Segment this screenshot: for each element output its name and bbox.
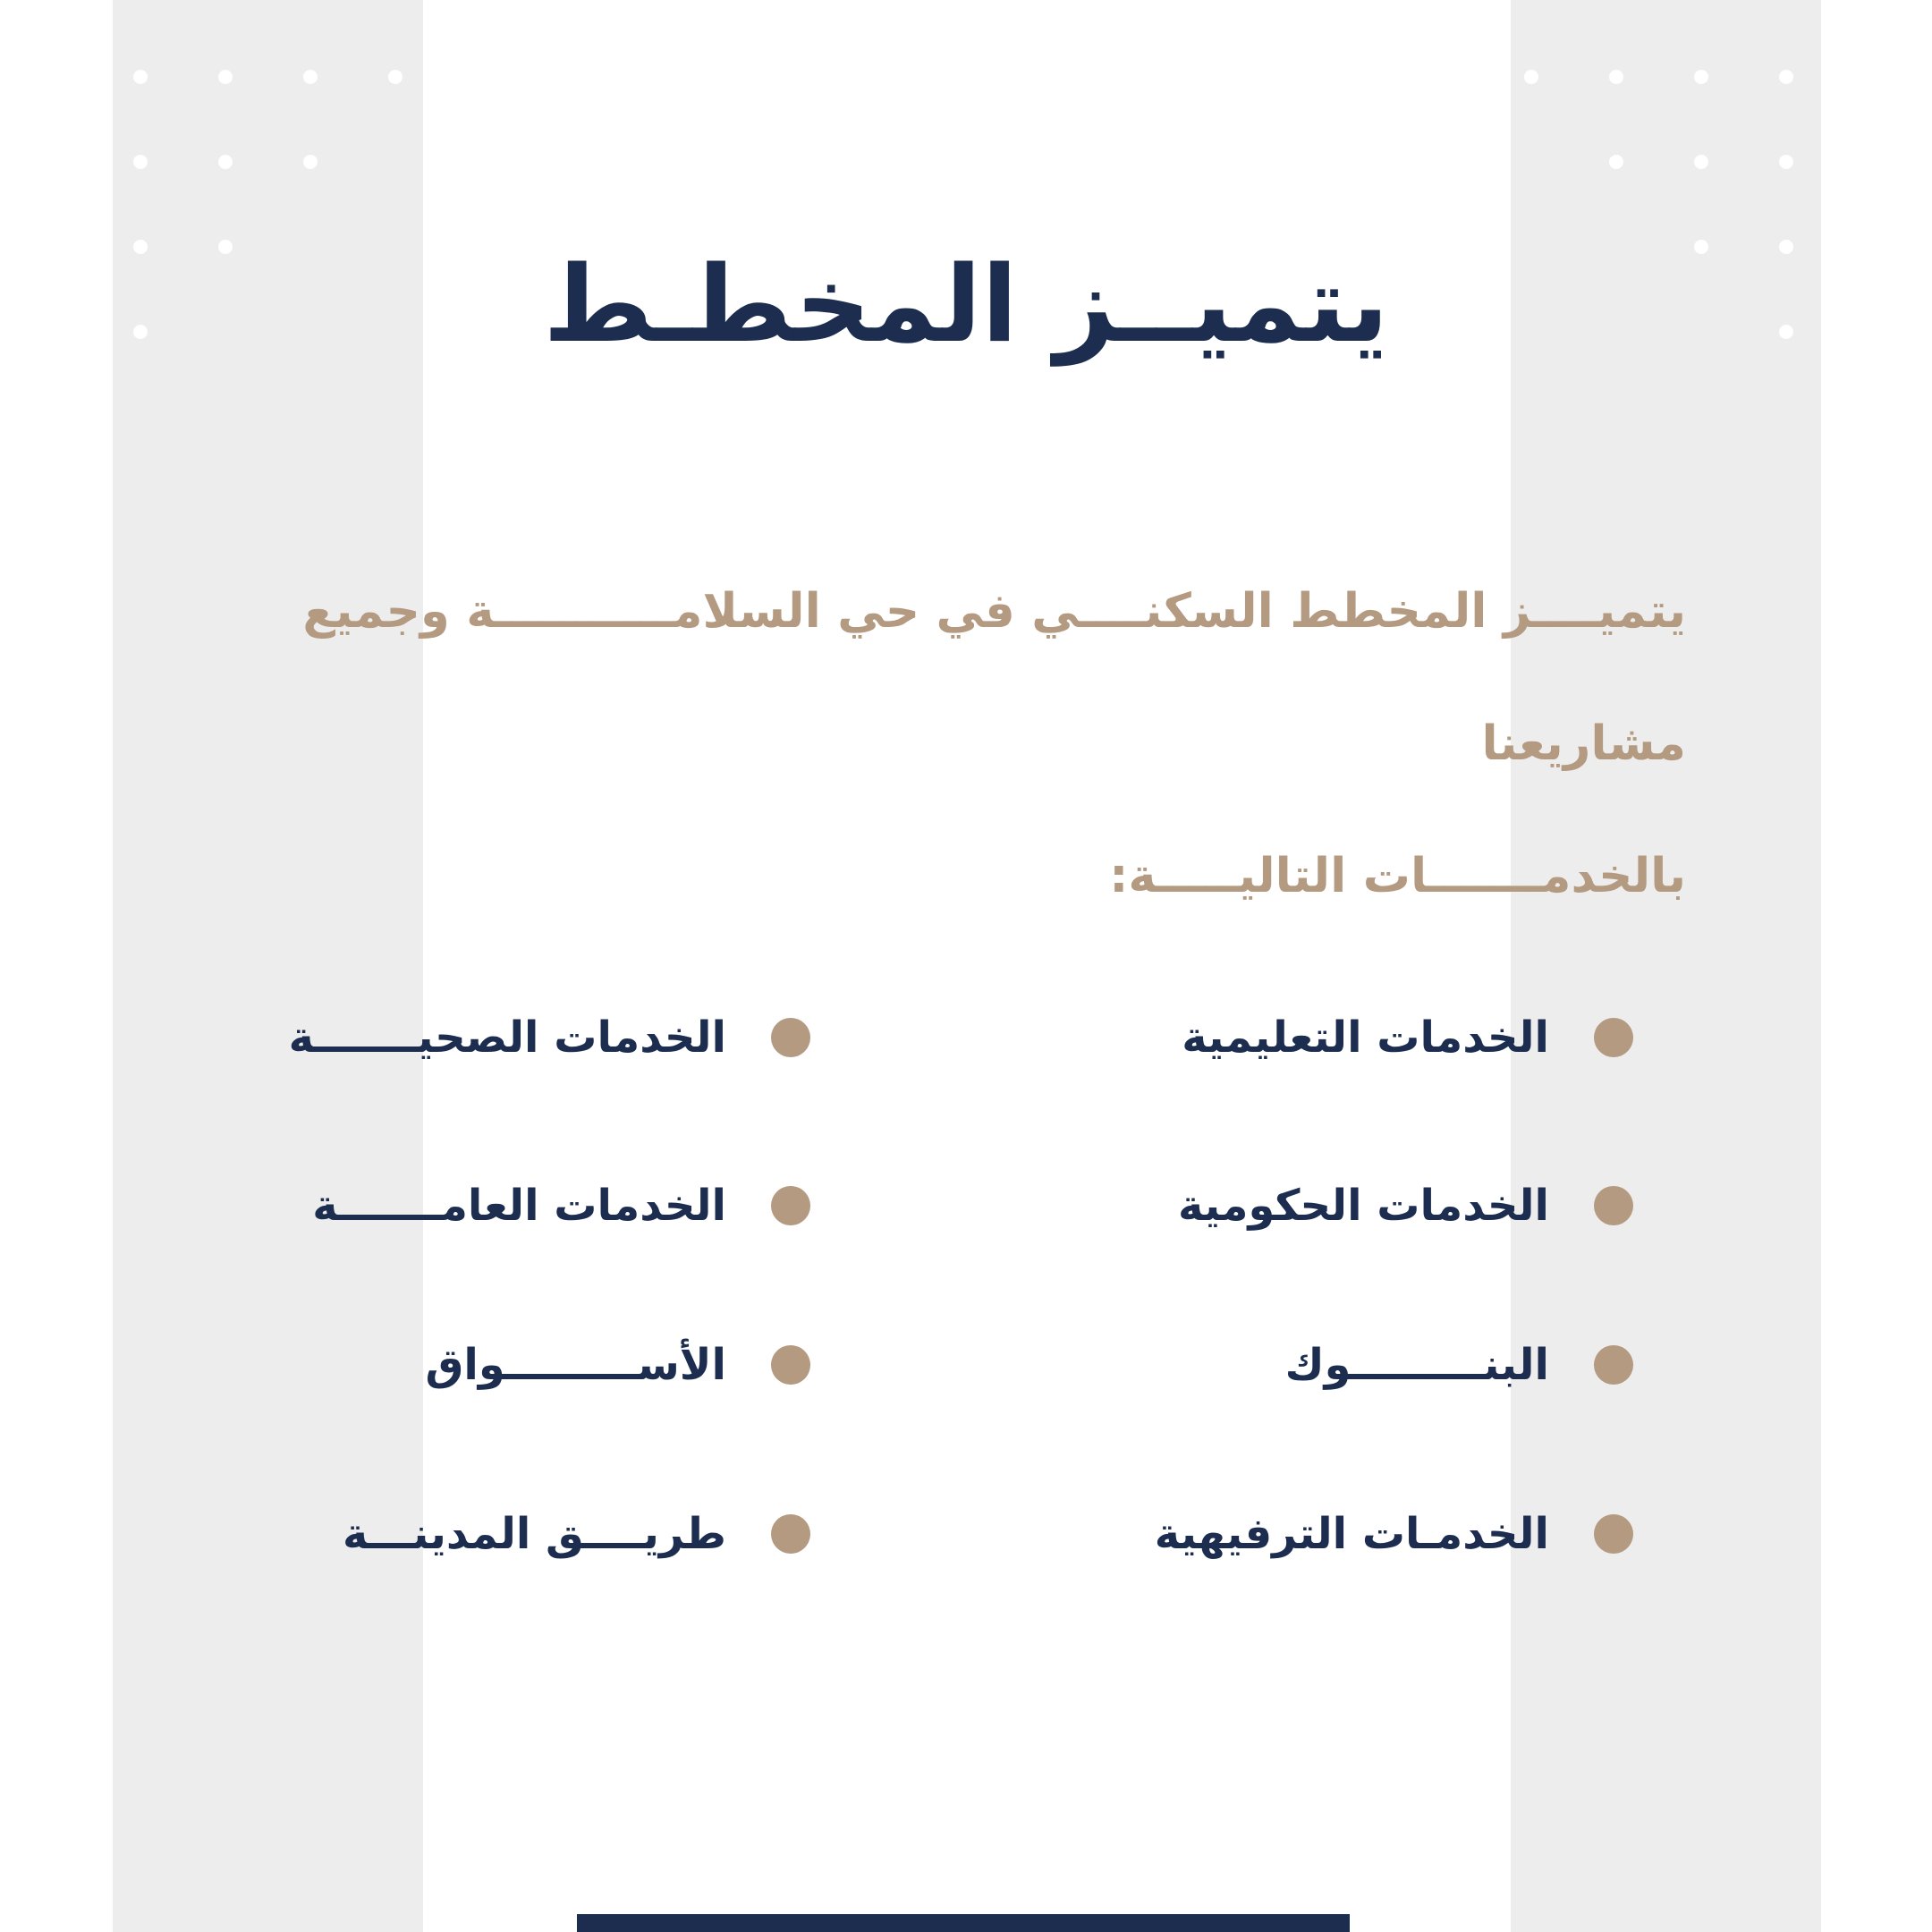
service-label: الأســـــــــواق bbox=[425, 1340, 726, 1390]
decor-dot bbox=[1779, 155, 1793, 169]
bullet-icon bbox=[771, 1514, 810, 1554]
decor-dot bbox=[218, 70, 233, 84]
decor-dot bbox=[388, 155, 402, 169]
bullet-icon bbox=[1594, 1186, 1633, 1225]
service-item-health bbox=[289, 1002, 810, 1073]
intro-line-1: يتميــــز المخطط السكنــــي في حي السلامـــــــــــة وجميع مشاريعنا bbox=[302, 584, 1686, 771]
service-label: الخدمات الصحيـــــــة bbox=[288, 1013, 726, 1063]
decor-dot bbox=[388, 70, 402, 84]
service-label: الخدمات التعليمية bbox=[1182, 1013, 1549, 1063]
service-item-education bbox=[1182, 1002, 1633, 1073]
decor-dot bbox=[1694, 155, 1708, 169]
service-item-banks bbox=[1285, 1329, 1633, 1401]
service-item-entertainment bbox=[1155, 1498, 1633, 1570]
decor-dot bbox=[133, 155, 148, 169]
service-item-markets bbox=[425, 1329, 810, 1401]
decor-dot bbox=[133, 70, 148, 84]
decor-dot bbox=[218, 155, 233, 169]
decor-dot bbox=[1609, 70, 1623, 84]
bullet-icon bbox=[1594, 1514, 1633, 1554]
service-label: الخدمات الحكومية bbox=[1178, 1181, 1549, 1231]
bullet-icon bbox=[771, 1186, 810, 1225]
service-item-madinah-road bbox=[343, 1498, 810, 1570]
decor-dot bbox=[1609, 155, 1623, 169]
decor-dot bbox=[1524, 70, 1538, 84]
service-label: البنـــــــــوك bbox=[1284, 1340, 1549, 1390]
bullet-icon bbox=[1594, 1018, 1633, 1057]
bullet-icon bbox=[1594, 1345, 1633, 1385]
services-list bbox=[0, 1002, 1932, 1628]
service-item-public bbox=[312, 1170, 810, 1241]
decor-dot bbox=[303, 70, 318, 84]
decor-dot bbox=[303, 155, 318, 169]
service-label: الخدمـات الترفيهية bbox=[1154, 1509, 1549, 1559]
service-item-government bbox=[1178, 1170, 1633, 1241]
service-label: الخدمات العامـــــــة bbox=[312, 1181, 726, 1231]
bullet-icon bbox=[771, 1345, 810, 1385]
bullet-icon bbox=[771, 1018, 810, 1057]
service-label: طريــــق المدينـــة bbox=[342, 1509, 726, 1559]
footer-bar bbox=[577, 1914, 1350, 1932]
decor-dot bbox=[1694, 70, 1708, 84]
page-title: يتميــز المخطـط bbox=[543, 242, 1389, 366]
intro-line-2: بالخدمـــــــات التاليـــــة: bbox=[1109, 849, 1686, 903]
decor-dot bbox=[1524, 155, 1538, 169]
decor-dot bbox=[1779, 70, 1793, 84]
intro-paragraph bbox=[233, 546, 1686, 943]
